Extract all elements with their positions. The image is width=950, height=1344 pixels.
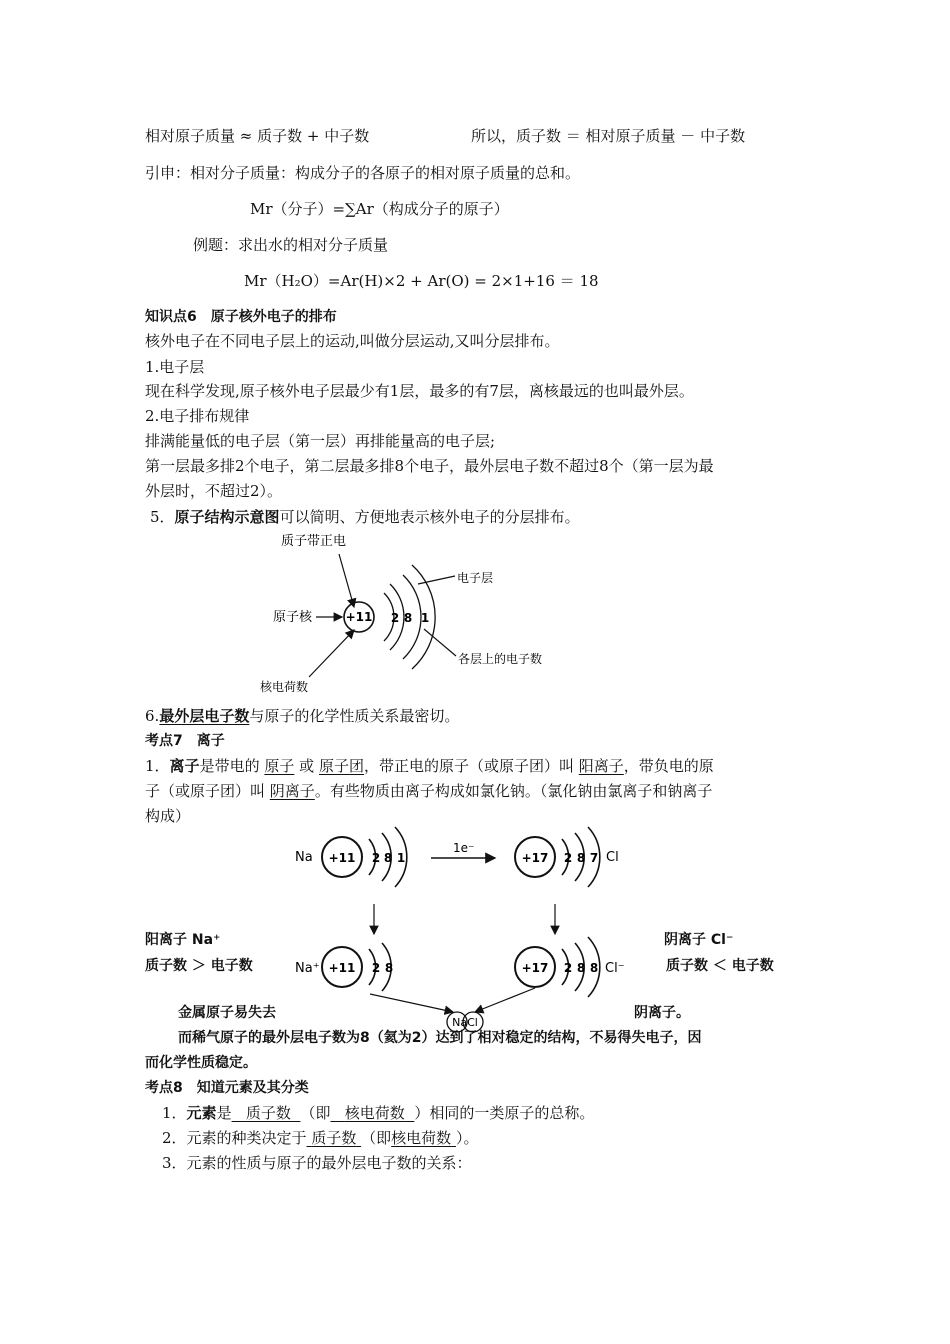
item5-term: 原子结构示意图: [174, 508, 280, 526]
rule2-text-cont: 外层时，不超过2）。: [145, 482, 283, 500]
cl-ion-shell2: 8: [576, 961, 586, 975]
ion-text-f: 。有些物质由离子构成如氯化钠。（氯化钠由氯离子和钠离子: [314, 782, 713, 800]
anion-label: 阴离子 Cl⁻: [664, 932, 734, 948]
shell-label: 电子层: [457, 571, 494, 585]
ion-number: 1．: [145, 757, 170, 775]
na-shell2: 8: [383, 851, 393, 865]
blank-anion: 阴离子: [269, 782, 315, 800]
item5-text: 可以简明、方便地表示核外电子的分层排布。: [279, 508, 580, 526]
cation-label: 阳离子 Na⁺: [145, 932, 221, 948]
item1-text: 现在科学发现,原子核外电子层最少有1层，最多的有7层，离核最远的也叫最外层。: [145, 382, 694, 400]
cl-nucleus-charge: +17: [521, 851, 549, 865]
section8-title: 考点8 知道元素及其分类: [145, 1080, 309, 1096]
section7-title: 考点7 离子: [145, 733, 225, 749]
cl-ion-charge: +17: [521, 961, 549, 975]
element-text-b: （即: [300, 1104, 331, 1122]
section6-title: 知识点6 原子核外电子的排布: [145, 309, 337, 325]
mr-formula: Mr（分子）=∑Ar（构成分子的原子）: [250, 200, 509, 218]
element-text-c: ）相同的一类原子的总称。: [414, 1104, 595, 1122]
item1-heading: 1.电子层: [145, 358, 205, 376]
example-calculation: Mr（H₂O）=Ar(H)×2 + Ar(O) = 2×1+16 ＝ 18: [244, 272, 599, 290]
blank-proton-number: 质子数: [245, 1104, 291, 1122]
shell3-electrons: 1: [420, 611, 430, 625]
ion-text-e: 子（或原子团）叫: [145, 782, 266, 800]
noble-gas-text: 而稀气原子的最外层电子数为8（氦为2）达到了相对稳定的结构，不易得失电子，因: [178, 1030, 702, 1046]
na-ion-shell2: 8: [384, 961, 394, 975]
item6-line: [145, 706, 459, 726]
element-type-text-c: ）。: [455, 1129, 479, 1147]
item5-number: 5．: [150, 508, 175, 526]
blank-atom-group: 原子团: [318, 757, 364, 775]
noble-gas-text-cont: 而化学性质稳定。: [145, 1055, 257, 1071]
cl-ion-shell3: 8: [589, 961, 599, 975]
electron-count-label: 各层上的电子数: [458, 652, 543, 666]
nacl-product: NaCl: [452, 1016, 478, 1029]
ion-term: 离子: [169, 757, 200, 775]
atomic-structure-diagram: [250, 525, 610, 700]
ion-text-a: 是带电的: [199, 757, 260, 775]
ion-definition-line2: [145, 781, 712, 801]
anion-suffix-text: 阴离子。: [634, 1005, 690, 1021]
na-nucleus-charge: +11: [328, 851, 356, 865]
ion-text-d: ，带负电的原: [623, 757, 714, 775]
ion-definition-line3: 构成）: [145, 807, 191, 825]
proton-formula: 所以，质子数 ＝ 相对原子质量 － 中子数: [471, 127, 746, 145]
example-question: 例题：求出水的相对分子质量: [193, 236, 389, 254]
item2-heading: 2.电子排布规律: [145, 407, 250, 425]
rule2-text: 第一层最多排2个电子，第二层最多排8个电子，最外层电子数不超过8个（第一层为最: [145, 457, 714, 475]
element-type-text-a: 2．元素的种类决定于: [162, 1129, 307, 1147]
element-number: 1．: [162, 1104, 187, 1122]
na-shell3: 1: [396, 851, 406, 865]
na-ion-label: Na⁺: [295, 961, 320, 976]
item6-blank: 最外层电子数: [159, 707, 250, 725]
ion-text-b: 或: [299, 757, 315, 775]
element-property-line: 3．元素的性质与原子的最外层电子数的关系：: [162, 1154, 472, 1172]
shell1-electrons: 2: [390, 611, 400, 625]
blank-proton-number-2: 质子数: [311, 1129, 357, 1147]
cl-ion-shell1: 2: [563, 961, 573, 975]
cl-shell3: 7: [589, 851, 599, 865]
anion-relation: 质子数 ＜ 电子数: [666, 958, 774, 974]
cl-shell2: 8: [576, 851, 586, 865]
section6-intro: 核外电子在不同电子层上的运动,叫做分层运动,又叫分层排布。: [145, 332, 560, 350]
blank-nuclear-charge-2: 核电荷数: [391, 1129, 452, 1147]
item5-line: [150, 507, 580, 527]
cl-ion-label: Cl⁻: [605, 961, 625, 976]
na-shell1: 2: [371, 851, 381, 865]
cation-relation: 质子数 ＞ 电子数: [145, 958, 253, 974]
nuclear-charge-label: 核电荷数: [260, 680, 309, 694]
nucleus-label: 原子核: [273, 610, 313, 625]
blank-nuclear-charge: 核电荷数: [344, 1104, 405, 1122]
blank-atom: 原子: [264, 757, 295, 775]
nucleus-charge: +11: [345, 610, 373, 624]
element-type-line: [162, 1128, 478, 1148]
element-type-text-b: （即: [361, 1129, 392, 1147]
blank-cation: 阳离子: [578, 757, 624, 775]
cl-label: Cl: [606, 850, 619, 865]
rule1-text: 排满能量低的电子层（第一层）再排能量高的电子层;: [145, 432, 496, 450]
element-term: 元素: [186, 1104, 217, 1122]
extension-line: 引申：相对分子质量：构成分子的各原子的相对原子质量的总和。: [145, 164, 581, 182]
ion-text-c: ，带正电的原子（或原子团）叫: [363, 757, 574, 775]
item6-text: 与原子的化学性质关系最密切。: [249, 707, 460, 725]
shell2-electrons: 8: [403, 611, 413, 625]
na-label: Na: [295, 850, 313, 865]
mass-formula: 相对原子质量 ≈ 质子数 + 中子数: [145, 127, 370, 145]
element-definition-line: [162, 1103, 594, 1123]
proton-label: 质子带正电: [281, 534, 347, 549]
electron-transfer-label: 1e⁻: [453, 841, 475, 855]
na-ion-charge: +11: [328, 961, 356, 975]
na-ion-shell1: 2: [371, 961, 381, 975]
ion-definition-line: [145, 756, 714, 776]
item6-number: 6.: [145, 707, 160, 725]
cl-shell1: 2: [563, 851, 573, 865]
nacl-formation-diagram: [285, 822, 645, 1037]
element-text-a: 是: [216, 1104, 232, 1122]
metal-atom-text: 金属原子易失去: [178, 1005, 276, 1021]
